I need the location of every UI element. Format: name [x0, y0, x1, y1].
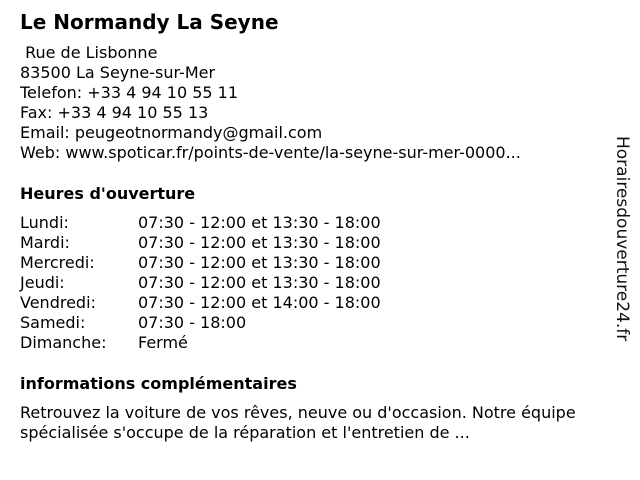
day-label: Dimanche: [20, 333, 107, 352]
day-label: Vendredi: [20, 293, 96, 312]
watermark-text: Horairesdouverture24.fr [612, 136, 632, 342]
time-range: 07:30 - 12:00 et 13:30 - 18:00 [138, 273, 381, 292]
time-range: Fermé [138, 333, 188, 352]
additional-info-heading: informations complémentaires [20, 374, 297, 393]
phone-number: Telefon: +33 4 94 10 55 11 [20, 83, 239, 102]
business-name: Le Normandy La Seyne [20, 10, 279, 34]
fax-number: Fax: +33 4 94 10 55 13 [20, 103, 209, 122]
additional-info-text: Retrouvez la voiture de vos rêves, neuve ou d'occasion. Notre équipe spécialisée s'occupe de la réparation et l'entretien de ... [20, 403, 576, 442]
day-label: Samedi: [20, 313, 86, 332]
opening-hours-table [20, 213, 381, 353]
hours-row-wednesday [20, 253, 381, 273]
hours-row-monday [20, 213, 381, 233]
time-range: 07:30 - 12:00 et 13:30 - 18:00 [138, 213, 381, 232]
day-label: Mercredi: [20, 253, 95, 272]
time-range: 07:30 - 18:00 [138, 313, 247, 332]
time-range: 07:30 - 12:00 et 14:00 - 18:00 [138, 293, 381, 312]
hours-row-tuesday [20, 233, 381, 253]
day-label: Mardi: [20, 233, 70, 252]
hours-row-sunday [20, 333, 381, 353]
hours-row-friday [20, 293, 381, 313]
postal-city: 83500 La Seyne-sur-Mer [20, 63, 216, 82]
email-address: Email: peugeotnormandy@gmail.com [20, 123, 323, 142]
opening-hours-heading: Heures d'ouverture [20, 184, 196, 203]
time-range: 07:30 - 12:00 et 13:30 - 18:00 [138, 253, 381, 272]
street-address: Rue de Lisbonne [20, 43, 158, 62]
day-label: Jeudi: [20, 273, 65, 292]
day-label: Lundi: [20, 213, 69, 232]
hours-row-saturday [20, 313, 381, 333]
contact-block [20, 43, 521, 163]
time-range: 07:30 - 12:00 et 13:30 - 18:00 [138, 233, 381, 252]
hours-row-thursday [20, 273, 381, 293]
website-url: Web: www.spoticar.fr/points-de-vente/la-seyne-sur-mer-0000... [20, 143, 521, 162]
